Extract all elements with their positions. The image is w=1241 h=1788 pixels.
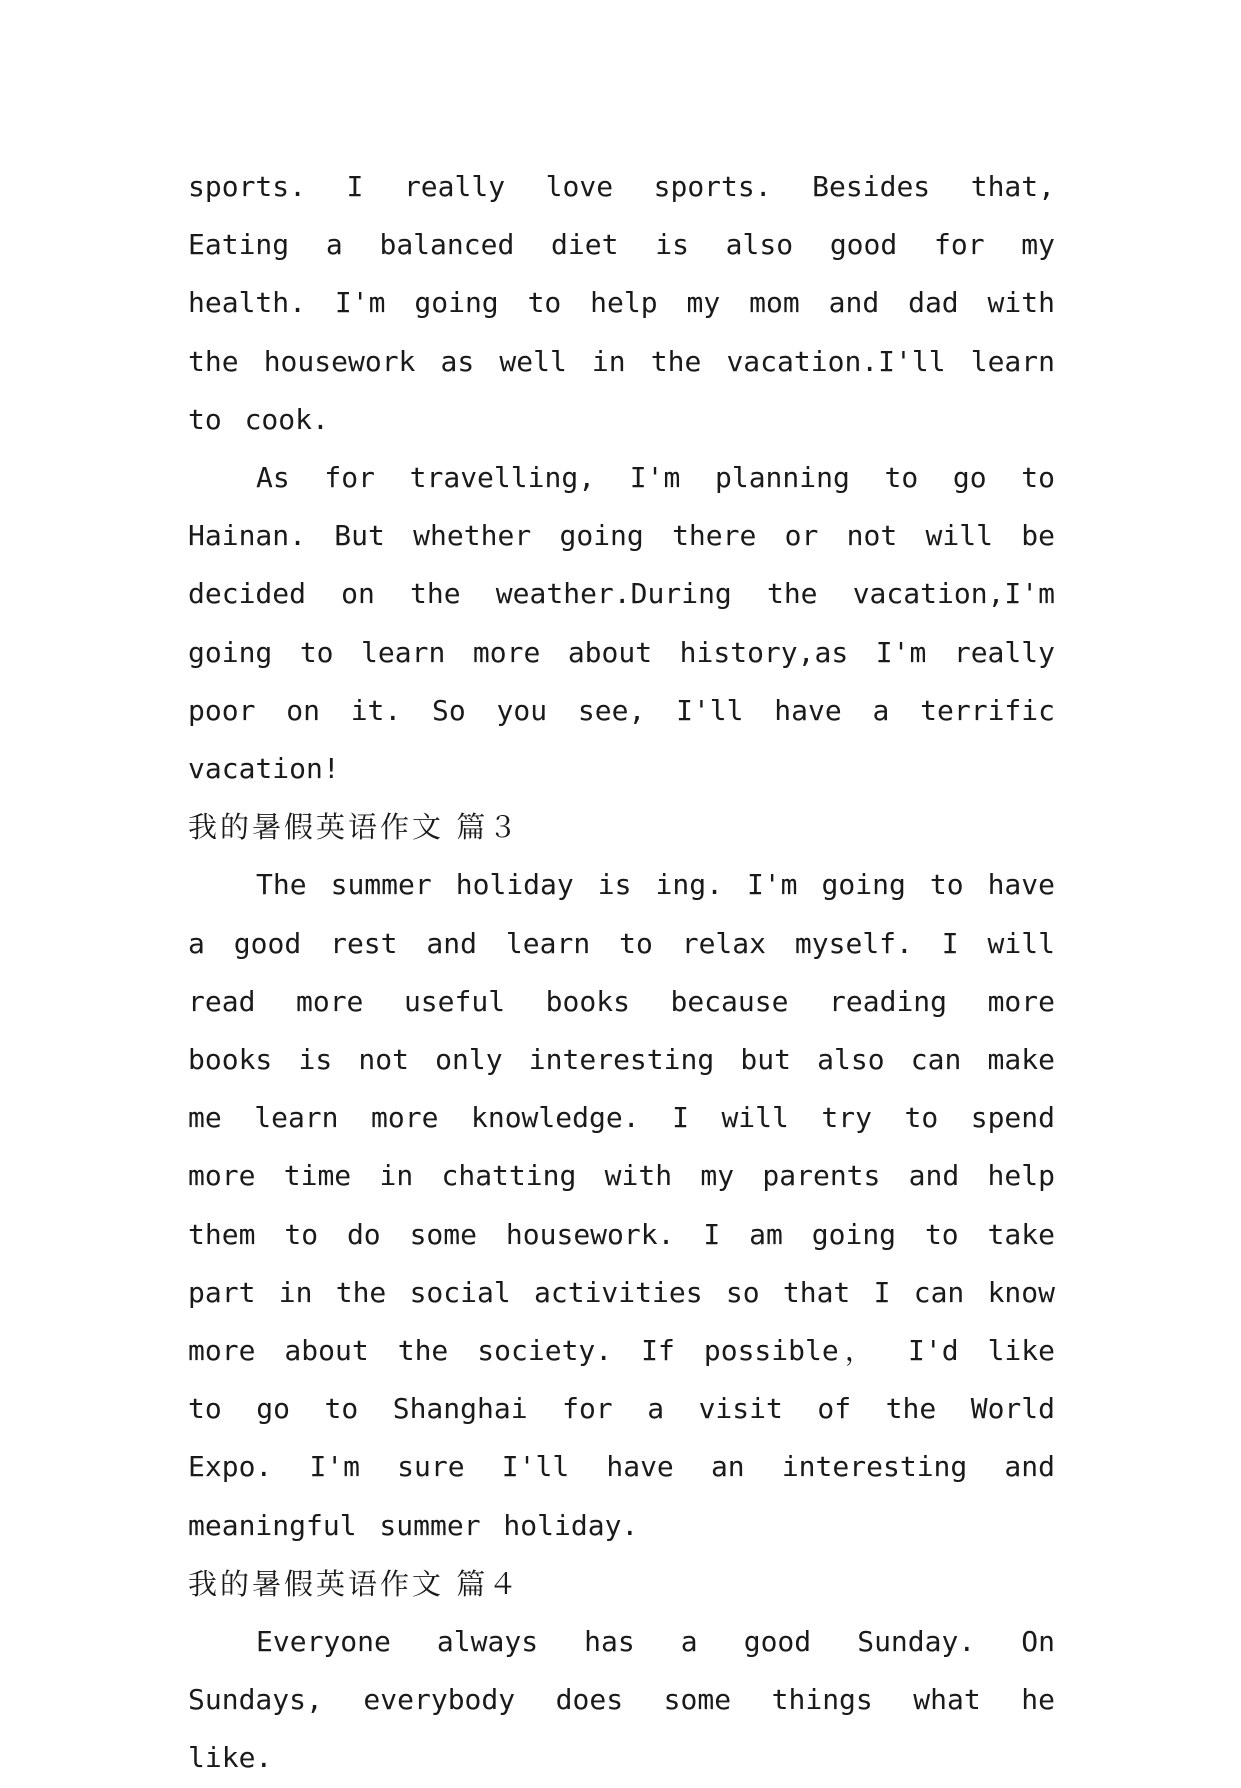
paragraph-travelling: As for travelling, I'm planning to go to Hainan. But whether going there or not will be decided on the weather.During the vacation,I'm going to learn more about history,as I'm really poor on it. So you see, I'll have a terrific vacation!	[188, 461, 1055, 786]
section-heading-4: 我的暑假英语作文 篇４	[188, 1566, 521, 1601]
document-body	[188, 158, 1055, 1788]
paragraph-sports: sports. I really love sports. Besides that, Eating a balanced diet is also good for my health. I'm going to help my mom and dad with the housework as well in the vacation.I'll learn to cook.	[188, 170, 1055, 436]
paragraph-sunday: Everyone always has a good Sunday. On Sundays, everybody does some things what he like.	[188, 1625, 1055, 1775]
section-heading-3: 我的暑假英语作文 篇３	[188, 810, 521, 845]
paragraph-summer-holiday: The summer holiday is ing. I'm going to have a good rest and learn to relax myself. I will read more useful books because reading more books is not only interesting but also can make me learn more knowledge. I will try to spend more time in chatting with my parents and help them to do some housework. I am going to take part in the social activities so that I can know more about the society. If possible， I'd like to go to Shanghai for a visit of the World Expo. I'm sure I'll have an interesting and meaningful summer holiday.	[188, 868, 1055, 1542]
